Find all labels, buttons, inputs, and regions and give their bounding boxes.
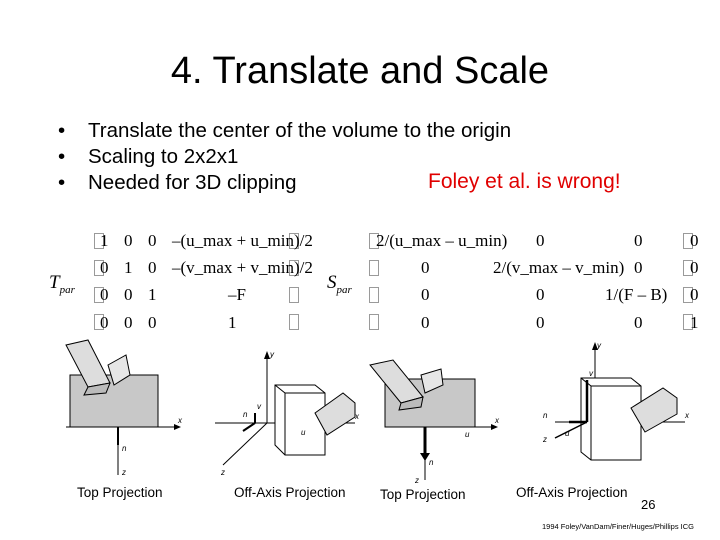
matrix-s-cell: 0 bbox=[690, 231, 699, 250]
matrix-s-symbol: S bbox=[327, 272, 337, 293]
matrix-s-cell: 0 bbox=[536, 313, 545, 332]
matrix-s-cell: 0 bbox=[421, 313, 430, 332]
figure-off-axis-projection-1 bbox=[205, 345, 365, 495]
matrix-s-cell: 2/(v_max – v_min) bbox=[493, 258, 625, 277]
matrix-s-cell: 0 bbox=[536, 285, 545, 304]
axis-label-z: z bbox=[221, 468, 225, 477]
axis-label-x: x bbox=[355, 412, 359, 421]
copyright-footer: 1994 Foley/VanDam/Finer/Huges/Phillips ICG bbox=[542, 522, 695, 531]
axis-label-y: y bbox=[597, 341, 601, 350]
correction-note: Foley et al. is wrong! bbox=[428, 170, 621, 193]
matrix-s-cell: 1/(F – B) bbox=[605, 285, 668, 304]
axis-label-u: u bbox=[301, 428, 306, 437]
matrix-s-cell: 1 bbox=[690, 313, 699, 332]
axis-label-v: v bbox=[257, 402, 261, 411]
matrix-s-cell: 0 bbox=[634, 231, 643, 250]
figure-top-projection-1 bbox=[48, 335, 188, 485]
matrix-s-cell: 2/(u_max – u_min) bbox=[376, 231, 508, 250]
matrix-t-cell: 0 bbox=[100, 258, 109, 277]
slide-title: 4. Translate and Scale bbox=[170, 50, 550, 92]
matrix-t-subscript: par bbox=[59, 283, 75, 296]
matrix-t-cell: 1 bbox=[124, 258, 133, 277]
axis-label-n: n bbox=[122, 444, 127, 453]
axis-label-u: u bbox=[565, 429, 570, 438]
matrix-t-cell: 0 bbox=[100, 313, 109, 332]
axis-label-x: x bbox=[685, 411, 689, 420]
matrix-t-cell: 0 bbox=[148, 231, 157, 250]
figure-off-axis-projection-2 bbox=[535, 340, 705, 490]
axis-label-z: z bbox=[415, 476, 419, 485]
matrix-s-cell: 0 bbox=[421, 258, 430, 277]
page-number: 26 bbox=[641, 497, 656, 512]
axis-label-v: v bbox=[589, 369, 593, 378]
axis-label-z: z bbox=[543, 435, 547, 444]
axis-label-n: n bbox=[243, 410, 248, 419]
matrix-t-symbol: T bbox=[49, 272, 60, 293]
matrix-s-cell: 0 bbox=[536, 231, 545, 250]
axis-label-x: x bbox=[495, 416, 499, 425]
matrix-s-cell: 0 bbox=[690, 258, 699, 277]
matrix-s-subscript: par bbox=[336, 283, 352, 296]
axis-label-u: u bbox=[465, 430, 470, 439]
bullet-item: • Scaling to 2x2x1 bbox=[58, 144, 511, 170]
matrix-t-cell: 0 bbox=[124, 285, 133, 304]
matrix-t-cell: 0 bbox=[148, 258, 157, 277]
matrix-t-cell: 1 bbox=[228, 313, 237, 332]
matrix-t-cell: 1 bbox=[148, 285, 157, 304]
figure-caption: Off-Axis Projection bbox=[516, 485, 628, 500]
bullet-item: • Needed for 3D clipping bbox=[58, 170, 511, 196]
axis-label-n: n bbox=[543, 411, 548, 420]
matrix-s-cell: 0 bbox=[690, 285, 699, 304]
matrix-s-label bbox=[327, 272, 352, 296]
matrix-t-cell: –F bbox=[228, 285, 246, 304]
matrix-t-cell: 0 bbox=[124, 231, 133, 250]
bullet-item: • Translate the center of the volume to the origin bbox=[58, 118, 511, 144]
matrix-s-cell: 0 bbox=[634, 313, 643, 332]
figure-caption: Off-Axis Projection bbox=[234, 485, 346, 500]
matrix-t-label bbox=[49, 272, 75, 296]
matrix-s-cell: 0 bbox=[634, 258, 643, 277]
axis-label-y: y bbox=[270, 350, 274, 359]
matrix-t-cell: 1 bbox=[100, 231, 109, 250]
axis-label-n: n bbox=[429, 458, 434, 467]
axis-label-z: z bbox=[122, 468, 126, 477]
matrix-t-cell: 0 bbox=[100, 285, 109, 304]
matrix-t-cell: –(v_max + v_min)/2 bbox=[172, 258, 313, 277]
figure-top-projection-2 bbox=[365, 355, 505, 505]
matrix-s-cell: 0 bbox=[421, 285, 430, 304]
figure-caption: Top Projection bbox=[77, 485, 163, 500]
matrix-t-cell: –(u_max + u_min)/2 bbox=[172, 231, 313, 250]
matrix-t-cell: 0 bbox=[148, 313, 157, 332]
axis-label-x: x bbox=[178, 416, 182, 425]
matrix-t-cell: 0 bbox=[124, 313, 133, 332]
figure-caption: Top Projection bbox=[380, 487, 466, 502]
